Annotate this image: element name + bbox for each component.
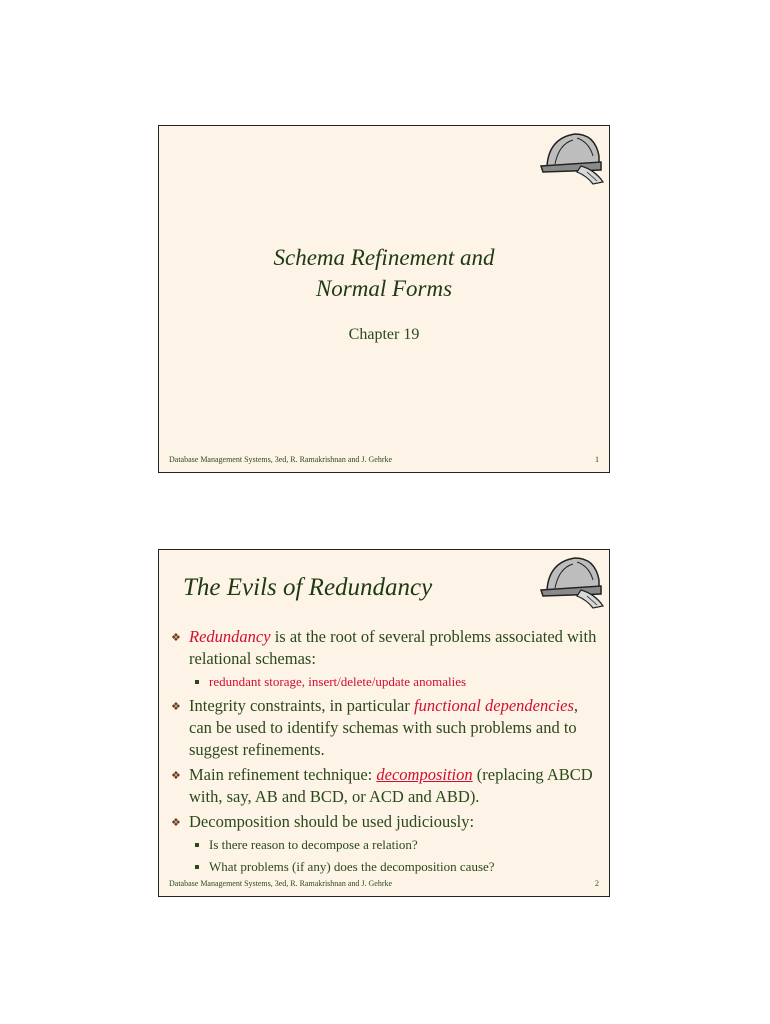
- hard-hat-icon: [537, 550, 607, 610]
- bullet-text: (replacing ABCD with, say, AB and BCD, or ACD and ABD).: [189, 765, 593, 806]
- bullet-text: Integrity constraints, in particular: [189, 696, 414, 715]
- sub-bullet-item: [167, 673, 601, 691]
- slide-title: [159, 242, 609, 304]
- title-line-2: Normal Forms: [315, 276, 453, 301]
- sub-bullet-text: What problems (if any) does the decomposition cause?: [209, 859, 495, 874]
- bullet-item: [167, 811, 601, 833]
- sub-bullet-text: Is there reason to decompose a relation?: [209, 837, 418, 852]
- slide-1: [158, 125, 610, 473]
- title-line-1: Schema Refinement and: [273, 245, 495, 270]
- diamond-bullet-icon: ❖: [171, 770, 181, 782]
- bullet-text: is at the root of several problems associated with relational schemas:: [189, 627, 597, 668]
- sub-bullet-text: redundant storage, insert/delete/update anomalies: [209, 674, 467, 689]
- page-number: 2: [595, 879, 599, 888]
- square-bullet-icon: [195, 680, 199, 684]
- slide-title: The Evils of Redundancy: [183, 574, 433, 601]
- slide-2: [158, 549, 610, 897]
- chapter-label: Chapter 19: [348, 326, 420, 343]
- sub-bullet-item: [167, 836, 601, 854]
- slide-footer: Database Management Systems, 3ed, R. Ramakrishnan and J. Gehrke: [169, 879, 393, 888]
- bullet-text: Decomposition should be used judiciously:: [189, 812, 475, 831]
- term-redundancy: Redundancy: [189, 627, 271, 646]
- sub-bullet-item: [167, 858, 601, 876]
- bullet-item: [167, 764, 601, 808]
- term-functional-dependencies: functional dependencies: [413, 696, 574, 715]
- bullet-list: [167, 626, 601, 880]
- bullet-item: [167, 626, 601, 670]
- page-number: 1: [595, 455, 599, 464]
- bullet-text: , can be used to identify schemas with such problems and to suggest refinements.: [189, 696, 579, 759]
- bullet-text: Main refinement technique:: [189, 765, 377, 784]
- bullet-item: [167, 695, 601, 761]
- square-bullet-icon: [195, 843, 199, 847]
- diamond-bullet-icon: ❖: [171, 701, 181, 713]
- diamond-bullet-icon: ❖: [171, 817, 181, 829]
- term-decomposition: decomposition: [376, 765, 473, 784]
- slide-footer: Database Management Systems, 3ed, R. Ramakrishnan and J. Gehrke: [169, 455, 393, 464]
- square-bullet-icon: [195, 865, 199, 869]
- diamond-bullet-icon: ❖: [171, 632, 181, 644]
- hard-hat-icon: [537, 126, 607, 186]
